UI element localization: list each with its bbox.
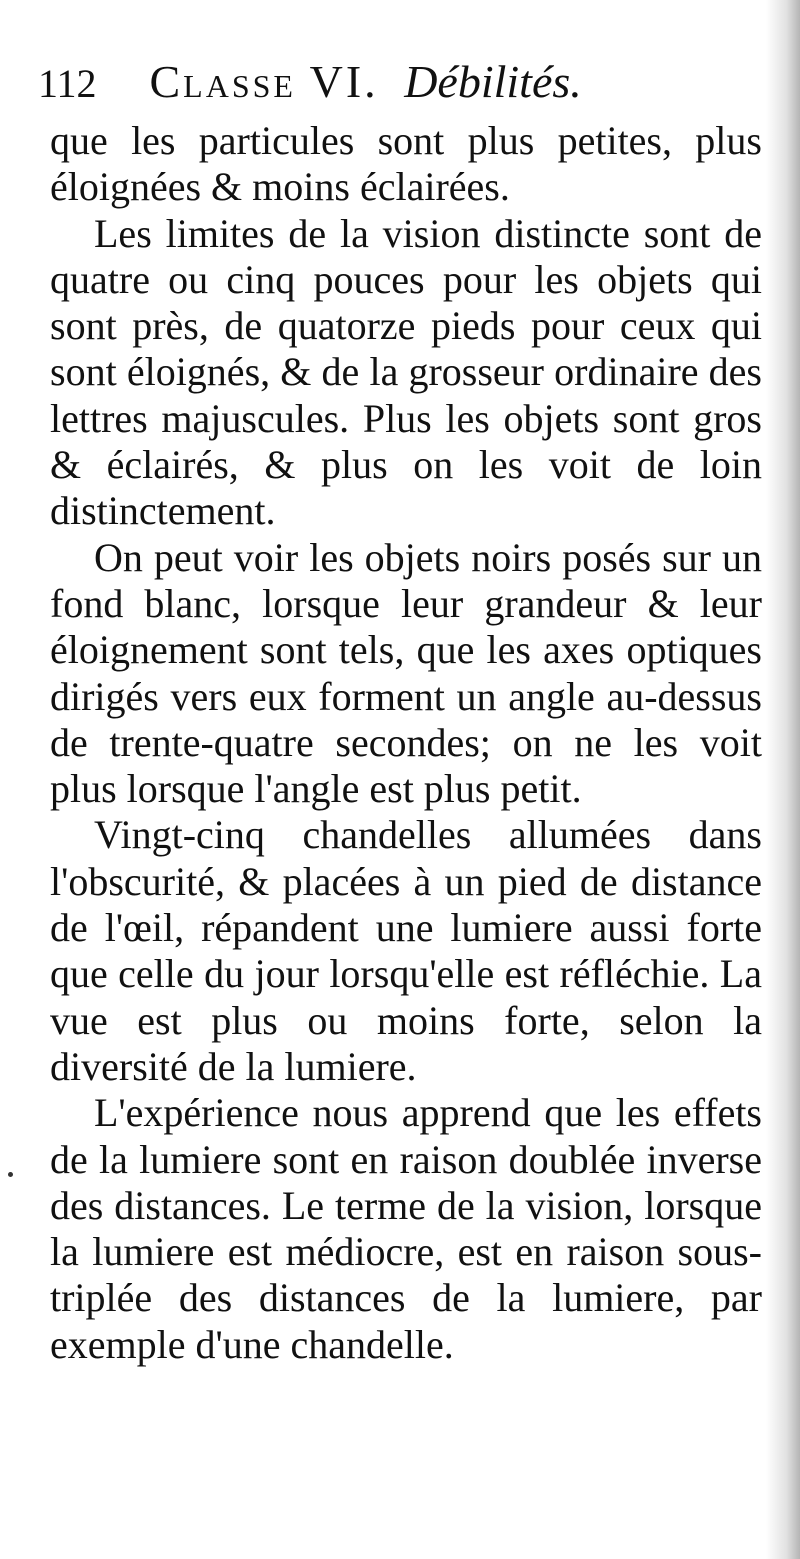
paragraph-black-objects: On peut voir les objets noirs posés sur un fond blanc, lorsque leur grandeur & leur éloignement sont tels, que les axes optiques dirigés vers eux forment un angle au-dessus de trente-quatre secondes; on ne les voit plus lorsque l'angle est plus petit. (50, 534, 762, 812)
paragraph-experience: L'expérience nous apprend que les effets de la lumiere sont en raison doublée inverse des distances. Le terme de la vision, lorsque la lumiere est médiocre, est en raison sous-triplée des distances de la lumiere, par exemple d'une chandelle. (50, 1090, 762, 1367)
paragraph-continuation: que les particules sont plus petites, plus éloignées & moins éclairées. (50, 118, 762, 210)
running-title: Classe VI. (149, 56, 379, 107)
margin-speck (8, 1172, 13, 1177)
page-number: 112 (38, 61, 97, 106)
running-subtitle: Débilités. (404, 56, 582, 107)
running-header (38, 52, 758, 112)
paragraph-vision-limits: Les limites de la vision distincte sont de quatre ou cinq pouces pour les objets qui sont près, de quatorze pieds pour ceux qui sont éloignés, & de la grosseur ordinaire des lettres majuscules. Plus les objets sont gros & éclairés, & plus on les voit de loin distinctement. (50, 210, 762, 534)
paragraph-candles: Vingt-cinq chandelles allumées dans l'obscurité, & placées à un pied de distance de l'œil, répandent une lumiere aussi forte que celle du jour lorsqu'elle est réfléchie. La vue est plus ou moins forte, selon la diversité de la lumiere. (50, 812, 762, 1089)
page-gutter-shadow (766, 0, 800, 1559)
body-text (50, 118, 762, 1368)
